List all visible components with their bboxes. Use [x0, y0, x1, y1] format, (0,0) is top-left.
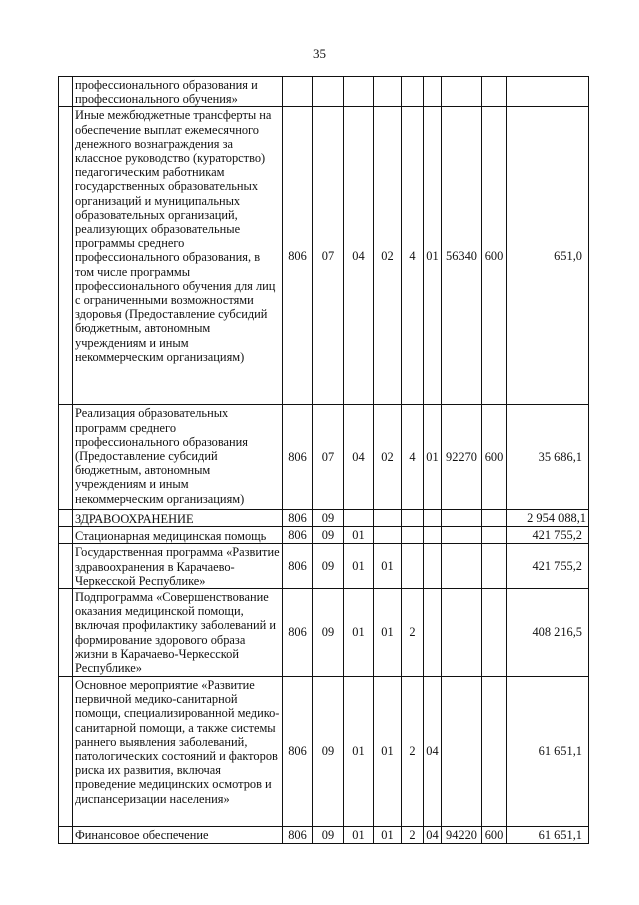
subsection-code-cell: 01: [344, 589, 374, 677]
direction-code-cell: [442, 510, 482, 527]
table-row: [59, 544, 589, 589]
expense-type-cell: [482, 77, 507, 107]
table-row: [59, 527, 589, 544]
program-code-cell: [374, 510, 402, 527]
event-code-cell: 01: [424, 405, 442, 510]
section-code-cell: 09: [313, 510, 344, 527]
section-code-cell: [313, 77, 344, 107]
ministry-code-cell: 806: [283, 510, 313, 527]
expense-type-cell: 600: [482, 107, 507, 405]
name-cell: Стационарная медицинская помощь: [73, 527, 283, 544]
amount-cell: 61 651,1: [507, 827, 589, 844]
event-code-cell: [424, 544, 442, 589]
amount-cell: 2 954 088,1: [507, 510, 589, 527]
section-code-cell: 09: [313, 677, 344, 827]
program-code-cell: 01: [374, 544, 402, 589]
expense-type-cell: [482, 677, 507, 827]
amount-cell: 408 216,5: [507, 589, 589, 677]
subprogram-code-cell: [402, 510, 424, 527]
expense-type-cell: [482, 527, 507, 544]
table-row: [59, 827, 589, 844]
table-row: [59, 405, 589, 510]
row-marker-cell: [59, 405, 73, 510]
direction-code-cell: [442, 677, 482, 827]
row-marker-cell: [59, 544, 73, 589]
amount-cell: 61 651,1: [507, 677, 589, 827]
direction-code-cell: 92270: [442, 405, 482, 510]
ministry-code-cell: [283, 77, 313, 107]
event-code-cell: [424, 589, 442, 677]
name-cell: Реализация образовательных программ среднего профессионального образования (Предоставление субсидий бюджетным, автономным учреждениям и иным некоммерческим организациям): [73, 405, 283, 510]
name-cell: Финансовое обеспечение: [73, 827, 283, 844]
table-row: [59, 107, 589, 405]
ministry-code-cell: 806: [283, 405, 313, 510]
subsection-code-cell: 01: [344, 544, 374, 589]
direction-code-cell: [442, 589, 482, 677]
name-cell: Государственная программа «Развитие здравоохранения в Карачаево-Черкесской Республике»: [73, 544, 283, 589]
section-code-cell: 09: [313, 527, 344, 544]
program-code-cell: 02: [374, 107, 402, 405]
event-code-cell: 04: [424, 677, 442, 827]
subsection-code-cell: [344, 510, 374, 527]
subprogram-code-cell: [402, 527, 424, 544]
name-cell: ЗДРАВООХРАНЕНИЕ: [73, 510, 283, 527]
row-marker-cell: [59, 510, 73, 527]
subsection-code-cell: 01: [344, 527, 374, 544]
expense-type-cell: 600: [482, 827, 507, 844]
section-code-cell: 09: [313, 544, 344, 589]
section-code-cell: 09: [313, 589, 344, 677]
page-number: 35: [313, 46, 326, 61]
event-code-cell: 04: [424, 827, 442, 844]
event-code-cell: 01: [424, 107, 442, 405]
section-code-cell: 07: [313, 107, 344, 405]
direction-code-cell: [442, 77, 482, 107]
row-marker-cell: [59, 527, 73, 544]
program-code-cell: 01: [374, 677, 402, 827]
amount-cell: 651,0: [507, 107, 589, 405]
name-cell: Основное мероприятие «Развитие первичной медико-санитарной помощи, специализированной медико-санитарной помощи, а также системы раннего выявления заболеваний, патологических состояний и факторов риска их развития, включая проведение медицинских осмотров и диспансеризации населения»: [73, 677, 283, 827]
ministry-code-cell: 806: [283, 544, 313, 589]
subsection-code-cell: 01: [344, 827, 374, 844]
subsection-code-cell: 04: [344, 405, 374, 510]
name-cell: Подпрограмма «Совершенствование оказания медицинской помощи, включая профилактику заболеваний и формирование здорового образа жизни в Карачаево-Черкесской Республике»: [73, 589, 283, 677]
row-marker-cell: [59, 77, 73, 107]
expense-type-cell: [482, 589, 507, 677]
name-cell: профессионального образования и профессионального обучения»: [73, 77, 283, 107]
subprogram-code-cell: [402, 544, 424, 589]
subsection-code-cell: 01: [344, 677, 374, 827]
expense-type-cell: [482, 544, 507, 589]
event-code-cell: [424, 510, 442, 527]
direction-code-cell: 56340: [442, 107, 482, 405]
subprogram-code-cell: [402, 77, 424, 107]
expense-type-cell: 600: [482, 405, 507, 510]
row-marker-cell: [59, 589, 73, 677]
subprogram-code-cell: 2: [402, 677, 424, 827]
amount-cell: 35 686,1: [507, 405, 589, 510]
program-code-cell: 01: [374, 589, 402, 677]
subprogram-code-cell: 4: [402, 405, 424, 510]
direction-code-cell: [442, 527, 482, 544]
table-row: [59, 510, 589, 527]
section-code-cell: 07: [313, 405, 344, 510]
subsection-code-cell: 04: [344, 107, 374, 405]
direction-code-cell: 94220: [442, 827, 482, 844]
subprogram-code-cell: 2: [402, 589, 424, 677]
amount-cell: [507, 77, 589, 107]
event-code-cell: [424, 527, 442, 544]
table-row: [59, 77, 589, 107]
program-code-cell: 01: [374, 827, 402, 844]
row-marker-cell: [59, 677, 73, 827]
ministry-code-cell: 806: [283, 827, 313, 844]
program-code-cell: [374, 527, 402, 544]
ministry-code-cell: 806: [283, 677, 313, 827]
subprogram-code-cell: 4: [402, 107, 424, 405]
amount-cell: 421 755,2: [507, 544, 589, 589]
row-marker-cell: [59, 107, 73, 405]
direction-code-cell: [442, 544, 482, 589]
ministry-code-cell: 806: [283, 527, 313, 544]
amount-cell: 421 755,2: [507, 527, 589, 544]
program-code-cell: 02: [374, 405, 402, 510]
ministry-code-cell: 806: [283, 589, 313, 677]
table-row: [59, 677, 589, 827]
name-cell: Иные межбюджетные трансферты на обеспечение выплат ежемесячного денежного вознаграждения за классное руководство (кураторство) педагогическим работникам государственных образовательных организаций и муниципальных образовательных организаций, реализующих образовательные программы среднего профессионального образования, в том числе программы профессионального обучения для лиц с ограниченными возможностями здоровья (Предоставление субсидий бюджетным, автономным учреждениям и иным некоммерческим организациям): [73, 107, 283, 405]
budget-table: [58, 76, 589, 844]
program-code-cell: [374, 77, 402, 107]
table-row: [59, 589, 589, 677]
row-marker-cell: [59, 827, 73, 844]
event-code-cell: [424, 77, 442, 107]
ministry-code-cell: 806: [283, 107, 313, 405]
section-code-cell: 09: [313, 827, 344, 844]
expense-type-cell: [482, 510, 507, 527]
subsection-code-cell: [344, 77, 374, 107]
subprogram-code-cell: 2: [402, 827, 424, 844]
